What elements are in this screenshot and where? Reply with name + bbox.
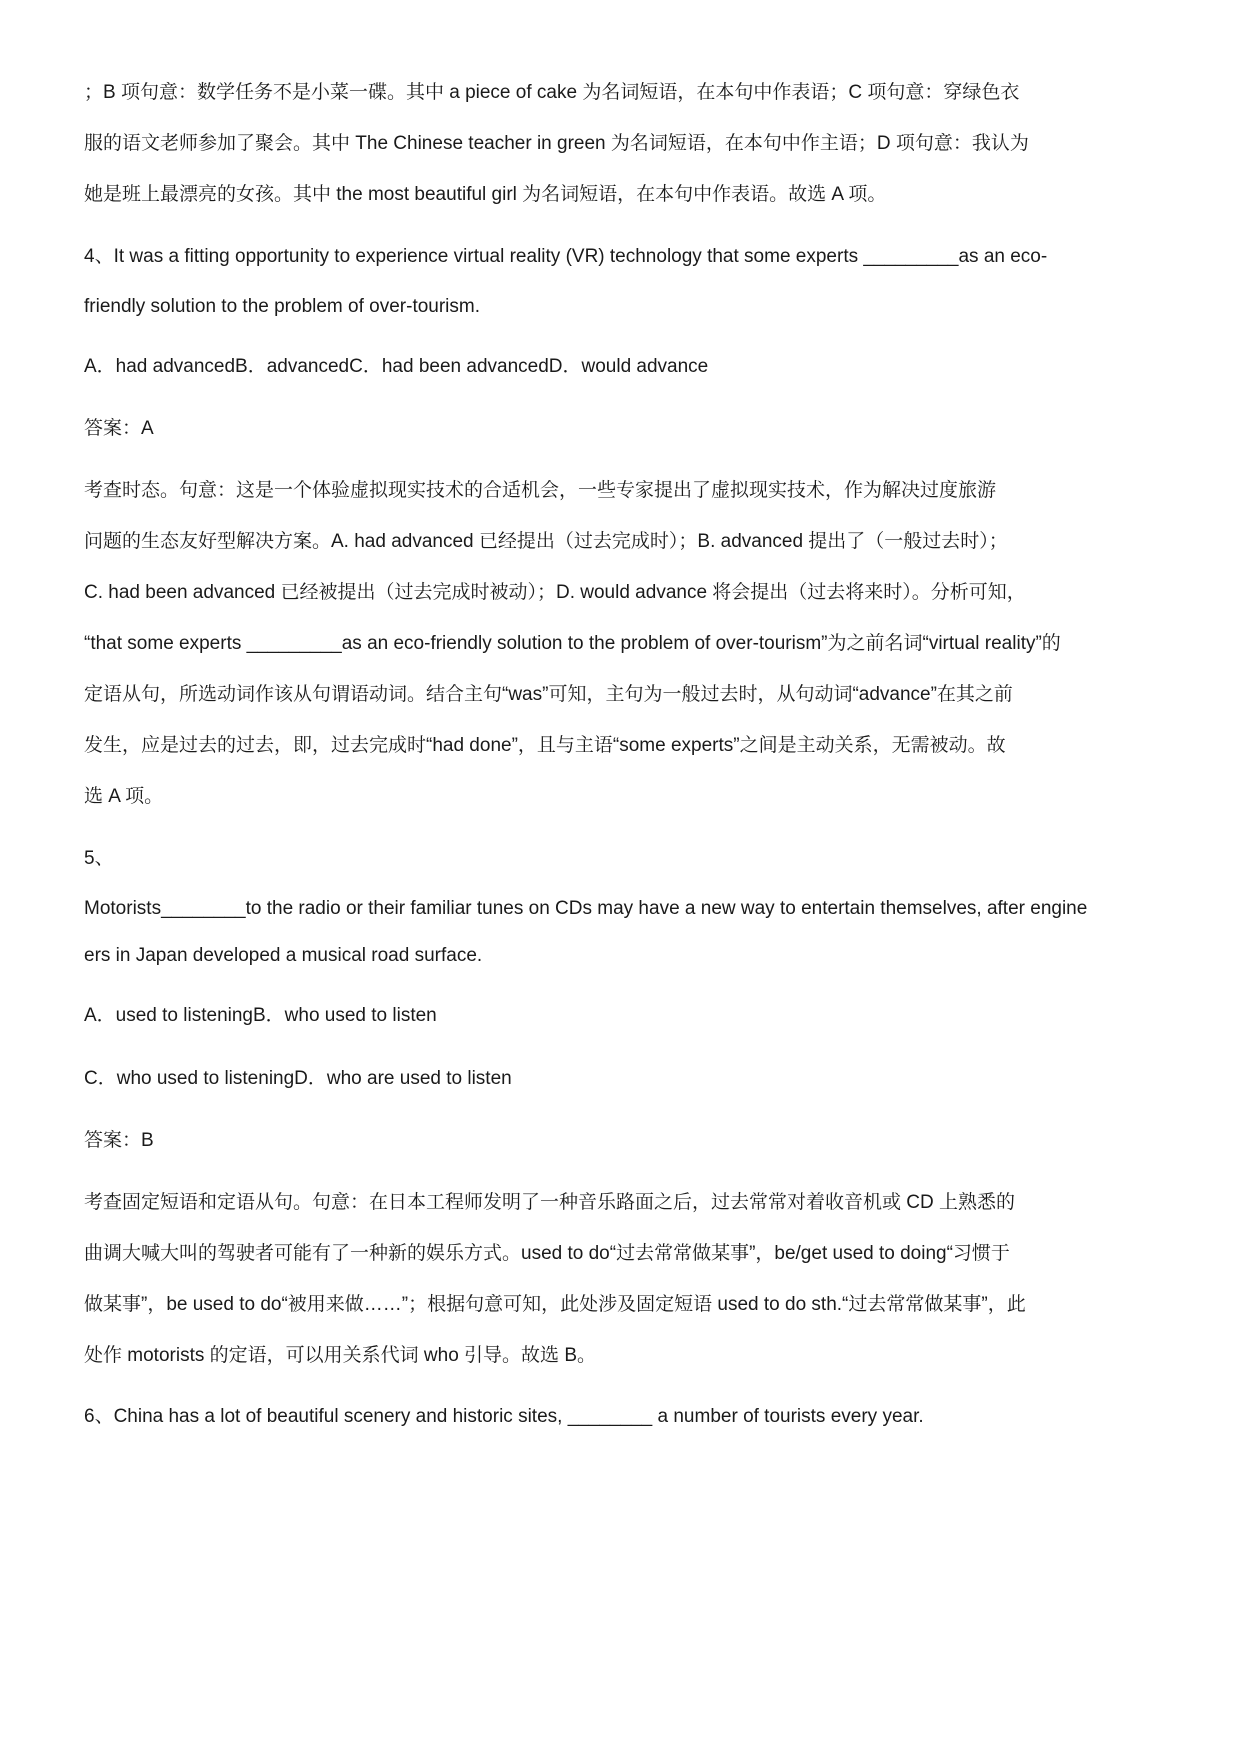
paragraph-line: ；B 项句意：数学任务不是小菜一碟。其中 a piece of cake 为名词短语，在本句中作表语；C 项句意：穿绿色衣 <box>84 82 1020 103</box>
question-5-stem: Motorists________to the radio or their familiar tunes on CDs may have a new way to entertain themselves, after engine <box>84 898 1088 919</box>
question-6-stem: 6、China has a lot of beautiful scenery and historic sites, ________ a number of tourists every year. <box>84 1406 924 1427</box>
paragraph-line: 她是班上最漂亮的女孩。其中 the most beautiful girl 为名词短语，在本句中作表语。故选 A 项。 <box>84 184 887 205</box>
question-5-options: C．who used to listeningD．who are used to listen <box>84 1068 512 1089</box>
question-4-stem: 4、It was a fitting opportunity to experience virtual reality (VR) technology that some experts _________as an eco- <box>84 246 1048 267</box>
question-4-stem: friendly solution to the problem of over-tourism. <box>84 296 481 317</box>
question-4-explanation: 发生，应是过去的过去，即，过去完成时“had done”，且与主语“some experts”之间是主动关系，无需被动。故 <box>84 735 1006 756</box>
question-4-explanation: C. had been advanced 已经被提出（过去完成时被动）；D. would advance 将会提出（过去将来时）。分析可知， <box>84 582 1026 603</box>
question-4-explanation: 考查时态。句意：这是一个体验虚拟现实技术的合适机会，一些专家提出了虚拟现实技术，作为解决过度旅游 <box>84 480 997 501</box>
question-5-explanation: 考查固定短语和定语从句。句意：在日本工程师发明了一种音乐路面之后，过去常常对着收音机或 CD 上熟悉的 <box>84 1192 1016 1213</box>
question-5-stem: ers in Japan developed a musical road surface. <box>84 945 483 966</box>
question-4-explanation: “that some experts _________as an eco-friendly solution to the problem of over-tourism”为之前名词“virtual reality”的 <box>84 633 1061 654</box>
question-4-answer: 答案：A <box>84 418 154 439</box>
question-5-explanation: 做某事”，be used to do“被用来做……”；根据句意可知，此处涉及固定短语 used to do sth.“过去常常做某事”，此 <box>84 1294 1026 1315</box>
question-5-explanation: 曲调大喊大叫的驾驶者可能有了一种新的娱乐方式。used to do“过去常常做某事”，be/get used to doing“习惯于 <box>84 1243 1010 1264</box>
question-4-explanation: 问题的生态友好型解决方案。A. had advanced 已经提出（过去完成时）；B. advanced 提出了（一般过去时）； <box>84 531 1008 552</box>
question-4-explanation: 选 A 项。 <box>84 786 164 807</box>
question-5-options: A．used to listeningB．who used to listen <box>84 1005 437 1026</box>
question-5-explanation: 处作 motorists 的定语，可以用关系代词 who 引导。故选 B。 <box>84 1345 596 1366</box>
question-5-answer: 答案：B <box>84 1130 154 1151</box>
question-4-explanation: 定语从句，所选动词作该从句谓语动词。结合主句“was”可知，主句为一般过去时，从句动词“advance”在其之前 <box>84 684 1013 705</box>
question-5-number: 5、 <box>84 848 114 869</box>
paragraph-line: 服的语文老师参加了聚会。其中 The Chinese teacher in green 为名词短语，在本句中作主语；D 项句意：我认为 <box>84 133 1029 154</box>
question-4-options: A．had advancedB．advancedC．had been advancedD．would advance <box>84 356 709 377</box>
